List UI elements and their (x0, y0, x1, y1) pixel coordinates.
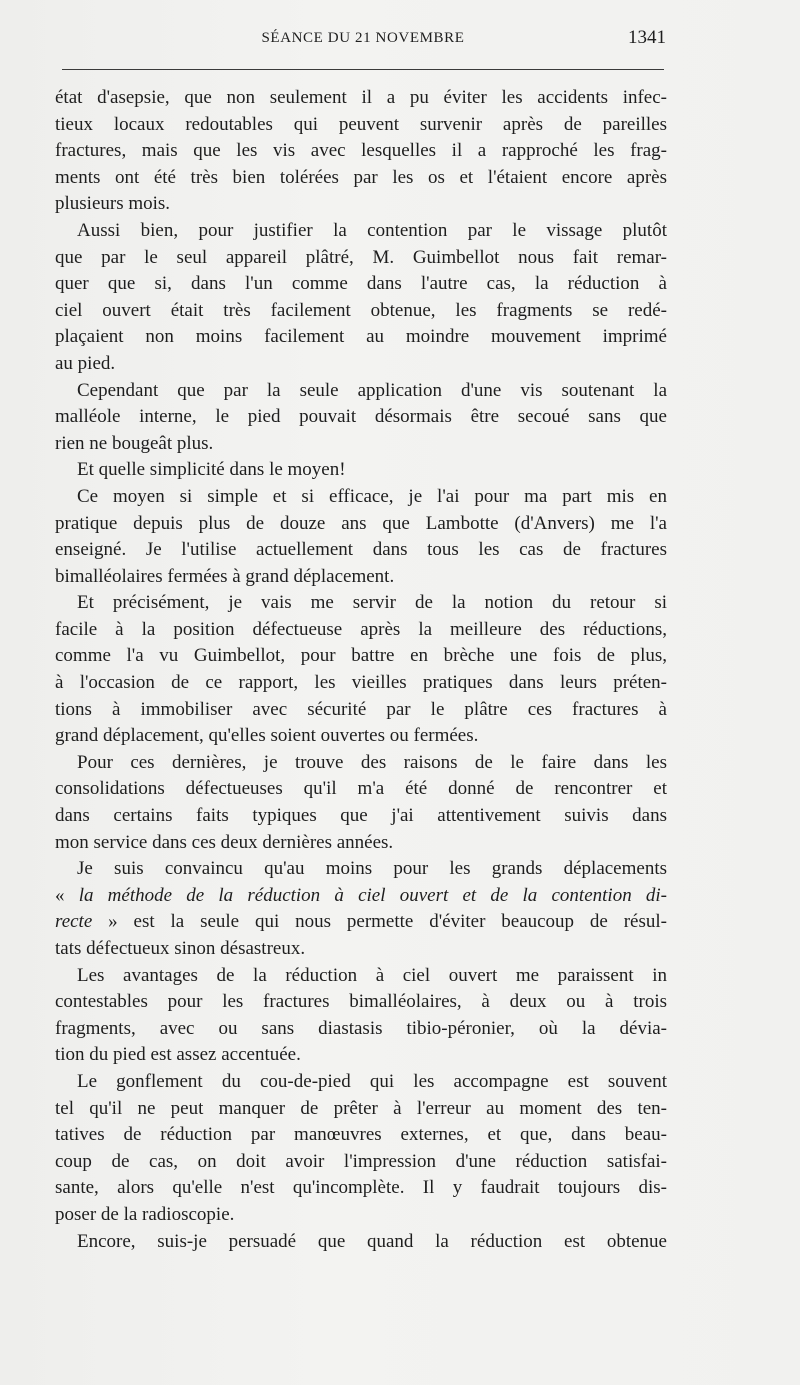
text-line: Cependant que par la seule application d'une vis soutenant la (77, 379, 667, 401)
text-fragment: » est la seule qui nous permette d'éviter beaucoup de résul- (92, 911, 667, 933)
text-line: Pour ces dernières, je trouve des raisons de le faire dans les (77, 751, 667, 773)
text-line: Et quelle simplicité dans le moyen! (77, 459, 346, 481)
text-line: quer que si, dans l'un comme dans l'autre cas, la réduction à (55, 273, 667, 295)
text-line: à l'occasion de ce rapport, les vieilles pratiques dans leurs préten- (55, 672, 667, 694)
text-line: Les avantages de la réduction à ciel ouvert me paraissent in (77, 964, 667, 986)
text-line: Et précisément, je vais me servir de la notion du retour si (77, 592, 667, 614)
text-line: que par le seul appareil plâtré, M. Guimbellot nous fait remar- (55, 246, 667, 268)
text-line: malléole interne, le pied pouvait désormais être secoué sans que (55, 406, 667, 428)
text-line: Ce moyen si simple et si efficace, je l'ai pour ma part mis en (77, 485, 667, 507)
text-line: pratique depuis plus de douze ans que Lambotte (d'Anvers) me l'a (55, 512, 667, 534)
text-line: comme l'a vu Guimbellot, pour battre en brèche une fois de plus, (55, 645, 667, 667)
text-line: enseigné. Je l'utilise actuellement dans tous les cas de fractures (55, 539, 667, 561)
text-line: Aussi bien, pour justifier la contention par le vissage plutôt (77, 219, 667, 241)
text-line: tatives de réduction par manœuvres externes, et que, dans beau- (55, 1124, 667, 1146)
text-line: poser de la radioscopie. (55, 1203, 235, 1225)
text-line-italic (55, 883, 667, 910)
text-line: dans certains faits typiques que j'ai attentivement suivis dans (55, 805, 667, 827)
text-line: au pied. (55, 352, 116, 374)
text-line: coup de cas, on doit avoir l'impression d'une réduction satisfai- (55, 1150, 667, 1172)
text-line-italic (55, 909, 667, 936)
page-number: 1341 (628, 27, 666, 48)
body-text (55, 85, 667, 1255)
text-line: état d'asepsie, que non seulement il a pu éviter les accidents infec- (55, 87, 667, 108)
text-line: ments ont été très bien tolérées par les os et l'étaient encore après (55, 166, 667, 188)
text-line: contestables pour les fractures bimalléolaires, à deux ou à trois (55, 991, 667, 1013)
header-rule (62, 69, 664, 70)
text-line: consolidations défectueuses qu'il m'a été donné de rencontrer et (55, 778, 667, 800)
running-title: SÉANCE DU 21 NOVEMBRE (261, 30, 465, 46)
text-line: tel qu'il ne peut manquer de prêter à l'erreur au moment des ten- (55, 1097, 667, 1119)
quote-open: « (55, 884, 79, 906)
page-header (60, 24, 666, 54)
text-line: fractures, mais que les vis avec lesquelles il a rapproché les frag- (55, 140, 667, 162)
text-line: ciel ouvert était très facilement obtenue, les fragments se redé- (55, 299, 667, 321)
text-line: sante, alors qu'elle n'est qu'incomplète. Il y faudrait toujours dis- (55, 1177, 667, 1199)
text-line: fragments, avec ou sans diastasis tibio-péronier, où la dévia- (55, 1017, 667, 1039)
text-line: Je suis convaincu qu'au moins pour les grands déplacements (77, 858, 667, 880)
text-line: facile à la position défectueuse après la meilleure des réductions, (55, 618, 667, 640)
text-line: Le gonflement du cou-de-pied qui les accompagne est souvent (77, 1070, 667, 1092)
text-line: grand déplacement, qu'elles soient ouvertes ou fermées. (55, 725, 479, 747)
text-line: tion du pied est assez accentuée. (55, 1044, 301, 1066)
text-line: mon service dans ces deux dernières années. (55, 831, 394, 853)
text-line: rien ne bougeât plus. (55, 432, 214, 454)
italic-phrase: recte (55, 911, 93, 933)
text-line: tions à immobiliser avec sécurité par le plâtre ces fractures à (55, 698, 667, 720)
text-line: bimalléolaires fermées à grand déplacement. (55, 565, 395, 587)
text-line: plusieurs mois. (55, 193, 171, 215)
text-line: Encore, suis-je persuadé que quand la réduction est obtenue (77, 1230, 667, 1252)
text-line: tats défectueux sinon désastreux. (55, 938, 306, 959)
text-line: tieux locaux redoutables qui peuvent survenir après de pareilles (55, 113, 667, 135)
italic-phrase: la méthode de la réduction à ciel ouvert et de la contention di- (78, 884, 667, 906)
text-line: plaçaient non moins facilement au moindre mouvement imprimé (55, 326, 667, 348)
